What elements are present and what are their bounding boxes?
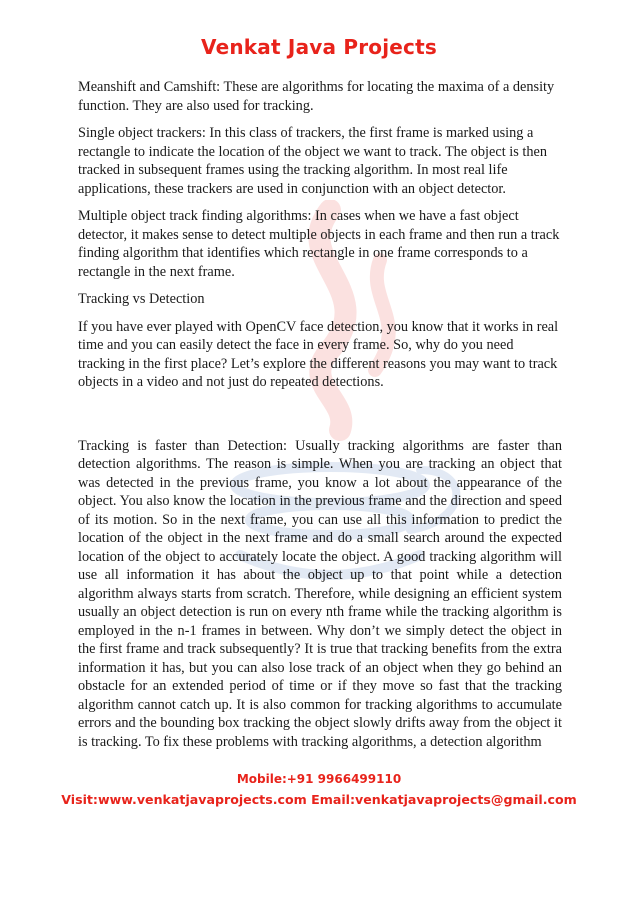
paragraph-multiple-object-tracking: Multiple object track finding algorithms: In cases when we have a fast object detector, it makes sense to detect multiple objects in each frame and then run a track finding algorithm that identifies which rectangle in one frame corresponds to a rectangle in the next frame. — [78, 208, 560, 280]
paragraph-gap — [78, 401, 562, 437]
section-heading-tracking-vs-detection: Tracking vs Detection — [78, 291, 205, 307]
footer-mobile: Mobile:+91 9966499110 — [236, 772, 402, 786]
page-header-title: Venkat Java Projects — [201, 35, 437, 59]
footer-contact: Visit:www.venkatjavaprojects.com Email:venkatjavaprojects@gmail.com — [61, 792, 577, 807]
paragraph-tracking-faster: Tracking is faster than Detection: Usually tracking algorithms are faster than detection algorithms. The reason is simple. When you are tracking an object that was detected in the previous frame, you know a lot about the appearance of the object. You also know the location in the previous frame and the direction and speed of its motion. So in the next frame, you can use all this information to predict the location of the object in the next frame and do a small search around the expected location of the object to accurately locate the object. A good tracking algorithm will use all information it has about the object up to that point while a detection algorithm always starts from scratch. Therefore, while designing an efficient system usually an object detection is run on every nth frame while the tracking algorithm is employed in the n-1 frames in between. Why don’t we simply detect the object in the first frame and track subsequently? It is true that tracking benefits from the extra information it has, but you can also lose track of an object when they go behind an obstacle for an extended period of time or if they move so fast that the tracking algorithm cannot catch up. It is also common for tracking algorithms to accumulate errors and the bounding box tracking the object slowly drifts away from the object it is tracking. To fix these problems with tracking algorithms, a detection algorithm — [78, 437, 562, 750]
document-body — [78, 78, 562, 760]
paragraph-opencv-face-detection: If you have ever played with OpenCV face detection, you know that it works in real time and you can easily detect the face in every frame. So, why do you need tracking in the first place? Let’s explore the different reasons you may want to track objects in a video and not just do repeated detections. — [78, 318, 559, 390]
paragraph-single-object-trackers: Single object trackers: In this class of trackers, the first frame is marked using a rectangle to indicate the location of the object we want to track. The object is then tracked in subsequent frames using the tracking algorithm. In most real life applications, these trackers are used in conjunction with an object detector. — [78, 125, 547, 197]
paragraph-meanshift: Meanshift and Camshift: These are algorithms for locating the maxima of a density function. They are also used for tracking. — [78, 79, 555, 114]
